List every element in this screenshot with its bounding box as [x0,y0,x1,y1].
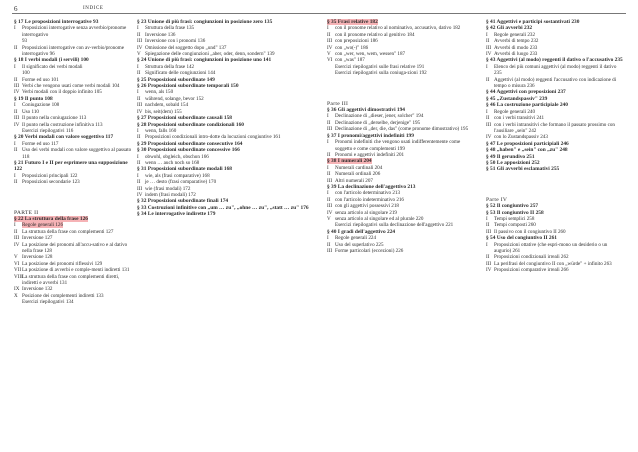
toc-item-text: senza articolo al singolare 219 [335,209,397,216]
toc-item-text: Uso dei verbi modali con valore soggettivo al passato 118 [22,147,132,160]
toc-item [14,242,132,255]
toc-section-text: § 31 Proposizioni subordinate modali 168 [137,166,232,173]
toc-section-heading [14,160,132,173]
toc-item-numeral: VII [14,267,22,274]
toc-item-text: Declinazione di „derselbe, derjenige" 195 [335,119,421,126]
toc-item-text: Regole generali 240 [494,108,536,115]
toc-item-numeral: IV [137,44,143,51]
toc-section-text: § 46 La costruzione participiale 240 [486,102,568,109]
toc-item-numeral: IV [14,121,20,128]
toc-item-numeral: I [327,190,329,197]
toc-item-text: Avverbi di modo 233 [494,44,538,51]
toc-item [14,25,132,38]
toc-item-text: Altri numerali 207 [335,177,373,184]
toc-item-text: con „was" 187 [335,57,365,64]
toc-item-numeral: V [327,51,331,58]
toc-part-heading: Parte III [327,100,349,107]
toc-item-numeral: III [137,185,143,192]
toc-item-text: je … desto (frasi comparative) 170 [145,179,217,186]
toc-item-text: Proposizioni interrogative con av-verbio/pronome interrogativo 96 [22,44,124,58]
toc-item-continuation: Esercizi riepilogativi 116 [22,127,74,134]
toc-section-text: § 41 Aggettivi e participi sostantivati 230 [486,19,580,25]
toc-item-text: La struttura della frase con complementi 127 [22,228,114,235]
toc-section-text: § 20 Verbi modali con valore soggettivo 117 [14,134,114,141]
toc-item-text: Elenco dei più comuni aggettivi (al modo) reggenti il dativo 235 [494,63,617,77]
toc-section-text: § 36 Gli aggettivi dimostrativi 194 [327,107,406,114]
toc-item [14,64,132,70]
toc-item-text: Struttura della frase 142 [145,63,195,70]
toc-section-text: § 40 I gradi dell'aggettivo 224 [327,228,396,235]
toc-item-numeral: III [327,177,333,184]
toc-item-text: Declinazione di „dieser, jener, solcher" 194 [335,113,424,120]
toc-spacer [486,173,624,195]
toc-spacer [327,77,477,99]
toc-item-numeral: II [14,76,18,83]
toc-section-text: § 42 Gli avverbi 232 [486,25,533,32]
toc-item-text: wie, als (frasi comparative) 168 [145,172,210,179]
toc-section-text: § 54 Uso del congiuntivo II 261 [486,235,557,242]
toc-item-text: Posizione dei complementi indiretti 133 [22,292,104,299]
toc-item-numeral: I [137,63,139,70]
toc-item-numeral: V [327,215,331,222]
toc-item-continuation: Esercizi riepilogativi 134 [22,299,74,306]
toc-section-text: § 27 Proposizioni subordinate causali 158 [137,115,232,122]
toc-item-text: con „wo(-)" 186 [335,44,369,51]
toc-part-heading: PARTE II [14,209,39,216]
toc-item-text: obwohl, obgleich, obschon 166 [145,153,209,160]
toc-item-text: Proposizioni interrogative senza avverbio/pronome interrogativo [22,25,127,38]
toc-item-numeral: III [14,83,20,90]
toc-item [14,122,132,128]
toc-item-numeral: II [14,179,18,186]
toc-item-numeral: IV [137,191,143,198]
toc-section-text: § 34 Le interrogative indirette 179 [137,211,216,218]
toc-item-text: con l'articolo determinativo 213 [335,190,400,197]
toc-item-numeral: II [137,95,141,102]
toc-item-numeral: I [327,139,329,146]
toc-item-text: Regole generali 126 [22,222,64,229]
toc-section-text: § 50 Le apposizioni 252 [486,159,540,166]
toc-item [327,216,477,222]
toc-item-text: La posizione dei pronomi all'accu-sativo e al dativo nella frase 128 [22,241,128,254]
toc-item-text: wie (frasi modali) 172 [145,185,191,192]
toc-item-text: Significato delle congiunzioni 144 [145,70,216,77]
toc-item-text: Il punto nella costruzione infinitiva 113 [22,121,103,128]
toc-item-numeral: II [327,151,331,158]
toc-item [486,267,624,273]
toc-item-numeral: III [137,102,143,109]
toc-item-numeral: III [327,203,333,210]
toc-item-numeral: I [14,63,16,70]
toc-item [327,57,477,63]
toc-item-numeral: III [486,44,492,51]
toc-item-numeral: IV [486,134,492,141]
toc-item-numeral: II [486,76,490,83]
toc-spacer [14,186,132,208]
toc-item-text: Numerali cardinali 204 [335,164,383,171]
toc-item-text: Regole generali 232 [494,31,536,38]
toc-item-text: Declinazione di „der, die, das" (come pronome dimostrativo) 195 [335,126,469,133]
toc-item-numeral: IV [137,108,143,115]
toc-item-text: während, solange, bevor 152 [145,95,204,102]
toc-item-text: Spiegazione delle congiunzioni „aber, oder, denn, sondern" 139 [145,51,275,58]
toc-item-text: con „wer, wen, wem, wessen" 187 [335,51,406,58]
toc-section-text: § 47 Le proposizioni participiali 246 [486,140,569,147]
toc-section-text: § 22 La struttura della frase 126 [14,215,88,222]
toc-item-text: con il pronome relativo al genitivo 184 [335,31,415,38]
toc-item-numeral: IV [14,89,20,96]
toc-item-text: Proposizioni condizionali irreali 262 [494,254,569,261]
toc-item-numeral: II [137,70,141,77]
toc-item-text: con i verbi intransitivi che formano il passato prossimo con l'ausiliare „sein" 242 [494,121,615,134]
toc-section-text: § 26 Proposizioni subordinate temporali 150 [137,83,239,90]
toc-item [486,64,624,77]
toc-column-2 [137,19,315,218]
toc-section-text: § 28 Proposizioni subordinate condizionali 160 [137,121,244,128]
toc-part-heading: Parte IV [486,196,508,203]
toc-item-numeral: I [486,108,488,115]
toc-section-text: § 30 Proposizioni subordinate concessive 166 [137,147,240,154]
toc-item-text: Proposizioni comparative irreali 266 [494,267,569,274]
toc-item-text: Avverbi di tempo 232 [494,38,539,45]
toc-section-heading [137,211,315,217]
toc-item [14,45,132,58]
toc-item-numeral: II [327,171,331,178]
toc-section-text: § 32 Proposizioni subordinate finali 174 [137,198,229,205]
toc-item-numeral: I [486,241,488,248]
toc-item-continuation: Esercizi riepilogativi sulla coniuga-zioni 192 [335,70,427,77]
toc-item-text: Forme particolari (eccezioni) 226 [335,248,404,254]
toc-item-text: Proposizioni principali 122 [22,172,78,179]
toc-item-numeral: VI [327,57,333,64]
toc-item-numeral: II [14,228,18,235]
toc-item-text: bis, seit(dem) 155 [145,108,182,115]
toc-item-numeral: III [14,115,20,122]
toc-section-text: § 19 Il punto 108 [14,95,53,102]
header-rule [12,13,626,14]
toc-item-text: Inversione 136 [145,31,176,38]
toc-item-text: Il punto nella coniugazione 113 [22,115,87,122]
toc-item-text: Aggettivi (al modo) reggenti l'accusativo con indicazione di tempo o misura 236 [494,76,617,90]
toc-item-numeral: I [327,113,329,120]
toc-item-numeral: II [137,159,141,166]
toc-item-text: Regole generali 224 [335,235,377,242]
toc-section-text: § 35 Frasi relative 182 [327,19,378,25]
toc-section-text: § 38 I numerali 204 [327,158,372,165]
toc-item-numeral: II [486,254,490,261]
toc-item-numeral: II [137,179,141,186]
toc-item-numeral: I [486,31,488,38]
toc-item-numeral: II [327,241,331,248]
toc-section-text: § 33 Costruzioni infinitive con „um … zu", „ohne … zu", „statt … zu" 176 [137,204,309,211]
toc-item [14,293,132,299]
toc-section-text: § 49 Il gerundivo 251 [486,153,535,160]
toc-item-numeral: I [137,127,139,134]
running-header: INDICE [83,6,104,11]
toc-item [486,122,624,135]
toc-item-text: Inversione 128 [22,254,53,261]
toc-section-text: § 29 Proposizioni subordinate consecutive 164 [137,140,243,147]
toc-section-text: § 17 Le proposizioni interrogative 93 [14,19,99,25]
toc-item-numeral: I [327,25,329,32]
toc-item-text: Il significato dei verbi modali [22,63,83,70]
toc-item-text: Numerali ordinali 206 [335,171,381,178]
toc-column-1 [14,19,132,306]
toc-item-numeral: IX [14,286,20,293]
toc-section-text: § 45 „Zustandspassiv" 239 [486,95,548,102]
toc-item-numeral: IV [327,209,333,216]
toc-item-text: La posizione di avverbi e comple-menti indiretti 131 [22,267,130,274]
toc-item-text: con l'articolo indeterminativo 216 [335,196,404,203]
toc-item-text: Inversione 127 [22,235,53,242]
toc-item-continuation: 100 [22,70,30,77]
toc-item-numeral: III [486,260,492,267]
toc-item-numeral: IV [486,267,492,274]
toc-item-continuation: 93 [22,38,28,45]
toc-item-numeral: IV [327,44,333,51]
toc-item-text: wenn … auch noch so 168 [145,159,200,166]
toc-item [14,179,132,185]
toc-item-numeral: III [14,235,20,242]
toc-item-numeral: I [327,235,329,242]
toc-section-heading [486,166,624,172]
toc-item-text: con gli aggettivi possessivi 218 [335,203,399,210]
toc-item-text: Uso 110 [22,108,39,115]
toc-item-text: Forme ed uso 117 [22,140,59,147]
toc-item-numeral: III [327,248,333,254]
toc-item-numeral: II [486,38,490,45]
toc-item [486,77,624,90]
toc-item-numeral: IV [486,51,492,58]
toc-item [14,147,132,160]
toc-item-numeral: II [486,222,490,229]
toc-item-text: Struttura della frase 135 [145,25,195,32]
toc-section-text: § 37 I pronomi/aggettivi indefiniti 199 [327,132,414,139]
toc-item-numeral: I [14,25,16,32]
toc-item-text: nachdem, sobald 154 [145,102,189,109]
toc-item-numeral: I [14,140,16,147]
toc-item-numeral: II [14,44,18,51]
toc-item-numeral: I [14,102,16,109]
toc-item-text: senza articolo al singolare ed al plurale 220 [335,215,424,222]
toc-item-numeral: II [327,119,331,126]
toc-item-text: Tempi semplici 258 [494,215,535,222]
toc-item-text: Proposizioni secondarie 123 [22,179,80,186]
toc-item-text: con lo Zustandspassiv 243 [494,134,548,141]
toc-item-text: Omissione del soggetto dopo „und" 137 [145,44,227,51]
toc-item-numeral: VI [14,260,20,267]
toc-item [327,139,477,152]
toc-item-text: wenn, falls 160 [145,127,177,134]
toc-item-numeral: I [14,172,16,179]
toc-section-text: § 24 Unione di più frasi: congiunzioni in posizione uno 141 [137,57,272,64]
toc-item-text: Pronomi e aggettivi indefiniti 201 [335,151,405,158]
toc-section-text: § 44 Aggettivi con preposizioni 237 [486,89,566,96]
toc-section-text: § 21 Futuro I e II per esprimere una supposizione 122 [14,159,128,173]
toc-item-numeral: III [137,38,143,45]
toc-item-numeral: II [14,147,18,154]
toc-item-numeral: III [486,228,492,235]
toc-item-numeral: V [137,51,141,58]
toc-item-numeral: I [137,153,139,160]
toc-item-text: Inversione con i pronomi 136 [145,38,206,45]
toc-item-text: La struttura della frase con complementi diretti, indiretti e avverbi 131 [22,273,120,287]
toc-item-continuation: Esercizi riepilogativi sulle frasi relative 191 [335,63,425,70]
toc-item-text: Pronomi indefiniti che vengono usati indifferentemente come soggetto e come complementi 199 [335,139,461,152]
toc-item-text: Forme ed uso 101 [22,76,59,83]
page-number: 6 [14,5,18,13]
toc-item-text: Tempi composti 260 [494,222,536,229]
toc-item-numeral: V [14,254,18,261]
toc-item-text: con il pronome relativo al nominativo, accusativo, dativo 182 [335,25,461,32]
toc-item-numeral: III [327,126,333,133]
toc-item-text: wenn, als 150 [145,89,174,96]
toc-column-4 [486,19,624,274]
toc-section-text: § 39 La declinazione dell'aggettivo 213 [327,183,416,190]
toc-section-text: § 43 Aggettivi (al modo) reggenti il dativo o l'accusativo 235 [486,57,623,64]
toc-item-numeral: II [137,31,141,38]
toc-item-numeral: X [14,292,18,299]
toc-item-text: Proposizioni ottative (che espri-mono un desiderio o un augurio) 261 [494,241,608,254]
toc-item [327,248,477,254]
toc-item-numeral: II [327,196,331,203]
toc-item [486,242,624,255]
toc-item-text: con i verbi transitivi 241 [494,115,545,122]
toc-item-text: Uso del superlativo 225 [335,241,384,248]
toc-section-text: § 48 „haben" e „sein" con „zu" 248 [486,147,568,154]
toc-item-numeral: II [137,134,141,141]
toc-item-numeral: IV [14,241,20,248]
toc-item [14,274,132,287]
toc-item-text: Il passivo con il congiuntivo II 260 [494,228,566,235]
toc-item-text: Verbi modali con il doppio infinito 105 [22,89,102,96]
toc-item-text: Avverbi di luogo 233 [494,51,538,58]
toc-item-numeral: I [14,222,16,229]
toc-item-numeral: III [327,38,333,45]
toc-item-text: La posizione dei pronomi riflessivi 129 [22,260,103,267]
toc-column-3 [327,19,477,254]
toc-item-text: La perifrasi del congiuntivo II con „würde" + infinito 263 [494,260,612,267]
toc-section-text: § 25 Proposizioni subordinate 149 [137,76,215,83]
toc-section-text: § 18 I verbi modali (i servili) 100 [14,57,89,64]
toc-section-text: § 23 Unione di più frasi: congiunzioni in posizione zero 135 [137,19,273,25]
toc-section-text: § 53 Il congiuntivo II 258 [486,209,544,216]
toc-item-continuation: Esercizi riepilogativi sulla declinazione dell'aggettivo 221 [335,222,454,229]
toc-item-numeral: II [327,31,331,38]
toc-item-text: con preposizioni 186 [335,38,378,45]
toc-item-text: indem (frasi modali) 172 [145,191,196,198]
toc-item-numeral: I [137,89,139,96]
toc-section-text: § 52 Il congiuntivo 257 [486,203,539,210]
toc-item-numeral: II [14,108,18,115]
toc-item-text: Proposizioni condizionali intro-dotte da locuzioni congiuntive 161 [145,134,281,141]
toc-item-numeral: I [486,215,488,222]
toc-item-numeral: I [137,172,139,179]
toc-item-numeral: I [486,63,488,70]
toc-item-numeral: III [486,121,492,128]
toc-item-text: Inversione 132 [22,286,53,293]
toc-item-numeral: II [486,115,490,122]
toc-item-text: Coniugazione 108 [22,102,60,109]
toc-item-numeral: I [137,25,139,32]
toc-item-numeral: I [327,164,329,171]
toc-section-text: § 51 Gli avverbi esclamativi 255 [486,166,560,173]
toc-item-text: Verbi che vengono usati come verbi modali 104 [22,83,120,90]
toc-item-numeral: VIII [14,273,23,280]
